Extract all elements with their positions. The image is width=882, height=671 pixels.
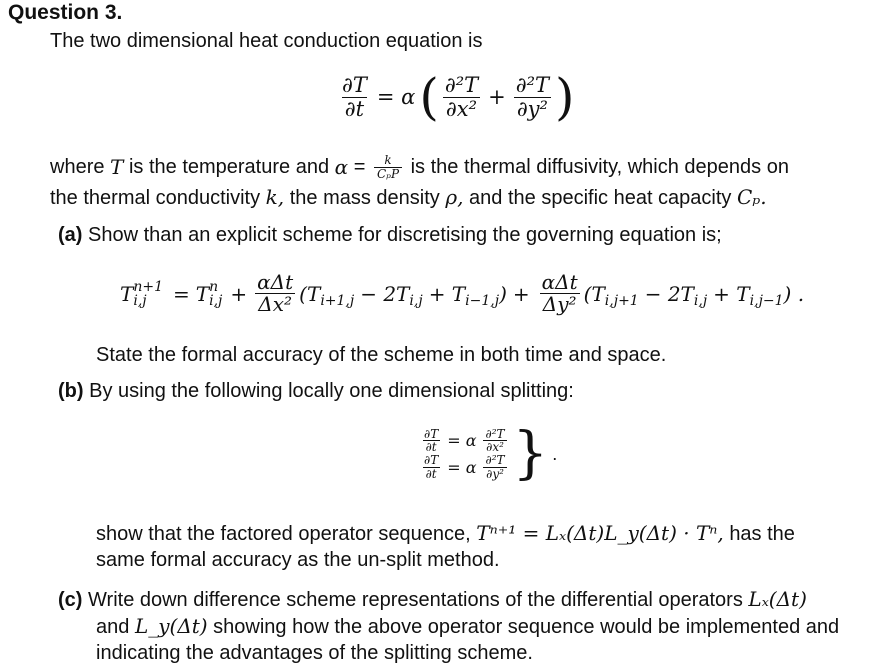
part-b-text: has the — [729, 523, 795, 545]
part-b-line-2: same formal accuracy as the un-split method. — [96, 549, 500, 571]
group-close: ) . — [783, 281, 805, 306]
alpha-dt-dy2-fraction — [539, 272, 581, 315]
desc-text: is the temperature and — [128, 156, 330, 179]
part-c-line-1 — [58, 586, 807, 613]
d2T-dx2-fraction — [483, 428, 508, 454]
fraction-denominator: ∂x² — [443, 97, 480, 120]
splitting-stack — [418, 428, 511, 480]
fraction-numerator: αΔt — [541, 270, 578, 294]
desc-text: is the thermal diffusivity, which depends on — [410, 156, 789, 179]
split-eq-x — [418, 428, 511, 454]
fraction-denominator: ∂t — [423, 440, 440, 454]
plus-sign: + — [230, 281, 248, 306]
desc-text: and the specific heat capacity — [469, 187, 732, 209]
right-brace: } — [512, 421, 549, 486]
split-eq-y — [418, 454, 511, 480]
dT-dt-fraction — [421, 454, 441, 480]
fraction-denominator: Δy² — [540, 293, 580, 315]
minus-term: − 2T — [644, 281, 694, 306]
part-a-prompt — [58, 222, 722, 248]
splitting-equations — [418, 421, 558, 486]
k-over-cp-rho — [374, 154, 402, 180]
d2T-dy2-fraction — [483, 454, 508, 480]
dT-dt-fraction — [421, 428, 441, 454]
d2T-dx2-fraction — [442, 74, 481, 119]
right-paren: ) — [555, 68, 575, 126]
symbol-rho: ρ, — [445, 185, 464, 209]
part-b-line-1 — [96, 520, 795, 547]
part-b-text: show that the factored operator sequence, — [96, 523, 471, 545]
desc-text: the thermal conductivity — [50, 187, 261, 209]
equals-sign: = — [173, 281, 190, 306]
superscript: n — [209, 278, 219, 295]
explicit-scheme — [120, 272, 804, 315]
minus-term: − 2T — [360, 281, 410, 306]
symbol-T: T — [110, 155, 124, 180]
part-a-text: Show than an explicit scheme for discretising the governing equation is; — [88, 224, 722, 246]
operator-sequence: Tⁿ⁺¹ = Lₓ(Δt)L_y(Δt) · Tⁿ, — [476, 521, 724, 545]
fraction-denominator: ∂x² — [483, 440, 507, 454]
part-a-followup: State the formal accuracy of the scheme in both time and space. — [96, 344, 667, 366]
subscript: i,j+1 — [604, 293, 639, 309]
fraction-denominator: ∂t — [342, 97, 367, 120]
period: . — [552, 443, 558, 464]
operator-Lx: Lₓ(Δt) — [748, 587, 807, 611]
description-line-2 — [50, 184, 767, 211]
plus-term: + T — [428, 281, 466, 306]
part-b-label: (b) — [58, 380, 84, 402]
dT-dt-fraction — [339, 74, 370, 119]
plus-sign: + — [512, 281, 530, 306]
subscript: i+1,j — [320, 293, 355, 309]
subscript: i,j — [209, 292, 223, 309]
symbol-alpha: α — [334, 155, 349, 180]
alpha-dt-dx2-fraction — [254, 272, 296, 315]
part-c-line-3: indicating the advantages of the splitting scheme. — [96, 642, 533, 664]
description-line-1 — [50, 154, 789, 180]
fraction-numerator: ∂²T — [485, 426, 505, 441]
part-b-text: By using the following locally one dimensional splitting: — [89, 380, 574, 402]
symbol-cp: Cₚ. — [737, 185, 767, 209]
scheme-T: T — [120, 281, 134, 306]
fraction-denominator: Δx² — [255, 293, 295, 315]
part-c-line-2 — [96, 613, 839, 640]
fraction-denominator: ∂y² — [483, 467, 507, 481]
fraction-numerator: k — [384, 153, 392, 167]
heat-equation — [336, 68, 575, 126]
equals-alpha: = α — [447, 431, 477, 451]
d2T-dy2-fraction — [513, 74, 552, 119]
fraction-numerator: ∂T — [424, 426, 439, 441]
scheme-T: T — [195, 281, 210, 306]
fraction-numerator: ∂²T — [485, 453, 505, 467]
plus-sign: + — [488, 85, 506, 109]
subscript: i,j — [693, 293, 708, 309]
fraction-numerator: ∂T — [424, 453, 439, 467]
fraction-numerator: ∂T — [342, 73, 367, 98]
equals-alpha: = α — [447, 457, 477, 477]
part-a-label: (a) — [58, 224, 83, 246]
plus-term: + T — [713, 281, 750, 306]
fraction-denominator: CₚΡ — [374, 167, 402, 181]
part-c-text: and — [96, 616, 130, 638]
subscript: i,j — [409, 293, 423, 309]
part-c-text: showing how the above operator sequence would be implemented and — [213, 616, 840, 638]
equals-sign: = — [353, 156, 366, 179]
part-b-prompt — [58, 378, 574, 404]
fraction-denominator: ∂t — [423, 467, 440, 481]
subscript: i,j — [133, 292, 147, 309]
part-c-label: (c) — [58, 589, 83, 611]
group-open: (T — [299, 281, 321, 306]
fraction-numerator: ∂²T — [515, 73, 550, 98]
fraction-numerator: αΔt — [257, 270, 294, 294]
symbol-k: k, — [265, 185, 285, 209]
left-paren: ( — [419, 68, 439, 126]
fraction-denominator: ∂y² — [514, 97, 551, 120]
scheme-indices — [133, 280, 163, 308]
group-open: (T — [583, 281, 605, 306]
subscript: i,j−1 — [749, 293, 784, 309]
intro-text: The two dimensional heat conduction equation is — [50, 30, 483, 52]
part-c-text: Write down difference scheme representations of the differential operators — [88, 589, 743, 611]
desc-text: the mass density — [289, 187, 440, 209]
superscript: n+1 — [133, 278, 163, 295]
fraction-numerator: ∂²T — [444, 73, 479, 98]
question-heading: Question 3. — [8, 1, 123, 24]
scheme-indices — [209, 280, 222, 308]
equals-alpha: = α — [376, 85, 416, 109]
operator-Ly: L_y(Δt) — [134, 614, 208, 638]
desc-text: where — [50, 156, 105, 179]
subscript: i−1,j — [465, 293, 500, 309]
group-close: ) — [499, 281, 507, 306]
